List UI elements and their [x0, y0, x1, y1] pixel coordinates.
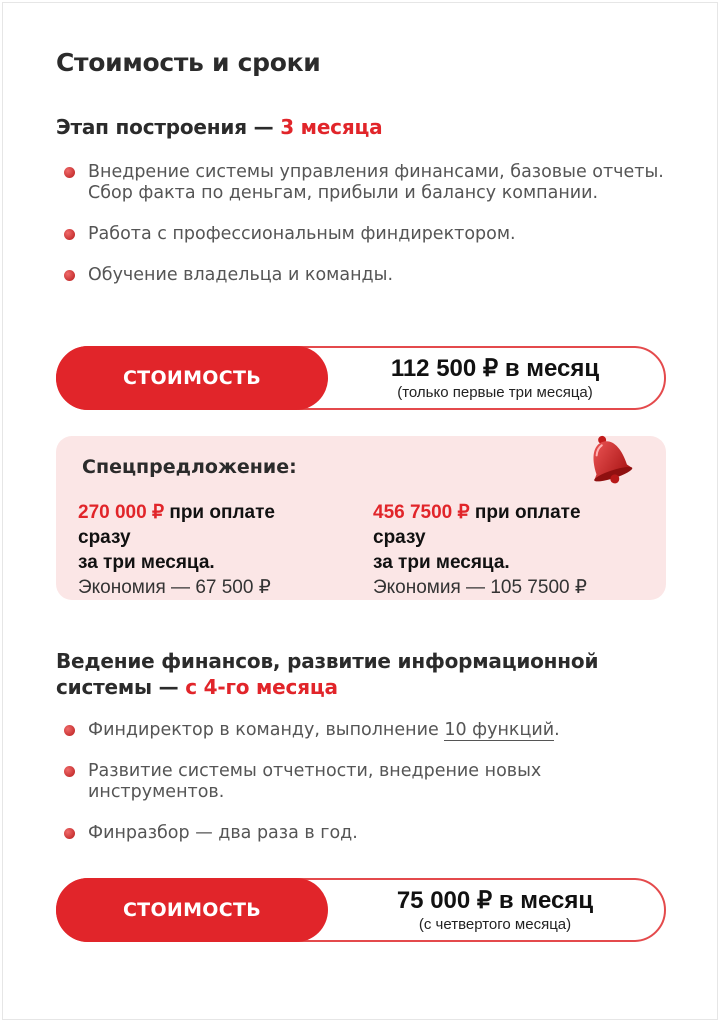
stage2-price-bar — [56, 878, 666, 942]
bullet-text: Финразбор — два раза в год. — [88, 823, 358, 843]
stage1-heading-highlight: 3 месяца — [280, 115, 383, 139]
bullet-icon — [64, 766, 75, 777]
bullet-text: Внедрение системы управления финансами, базовые отчеты. Сбор факта по деньгам, прибыли и балансу компании. — [88, 162, 664, 203]
list-item — [56, 823, 676, 844]
offer-column-1 — [78, 500, 328, 600]
stage2-price-pill — [56, 878, 328, 942]
ten-functions-link[interactable]: 10 функций — [444, 720, 555, 740]
bullet-icon — [64, 270, 75, 281]
offer-1-terms — [78, 500, 328, 575]
stage1-price-pill — [56, 346, 328, 410]
offer-1-text-line2: за три месяца. — [78, 552, 215, 573]
stage1-price-bar — [56, 346, 666, 410]
stage1-bullet-list — [56, 162, 676, 286]
stage2-price-label: СТОИМОСТЬ — [122, 899, 262, 921]
offer-column-2 — [373, 500, 623, 600]
bullet-icon — [64, 167, 75, 178]
offer-2-saving: Экономия — 105 7500 ₽ — [373, 577, 587, 598]
stage2-bullet-list — [56, 720, 676, 844]
list-item — [56, 265, 676, 286]
offer-2-text-line2: за три месяца. — [373, 552, 510, 573]
stage1-price-info — [336, 348, 654, 408]
special-offer-box — [56, 436, 666, 600]
stage2-heading — [56, 648, 598, 700]
bullet-text: Развитие системы отчетности, внедрение новых инструментов. — [88, 761, 542, 802]
stage1-price-label: СТОИМОСТЬ — [122, 367, 262, 389]
stage1-heading-prefix: Этап построения — — [56, 115, 274, 139]
stage1-price-value: 112 500 ₽ в месяц — [390, 354, 600, 382]
stage2-price-note: (с четвертого месяца) — [418, 915, 572, 933]
bullet-icon — [64, 229, 75, 240]
bullet-text: Обучение владельца и команды. — [88, 265, 394, 285]
offer-1-amount: 270 000 ₽ — [78, 502, 165, 523]
page-title: Стоимость и сроки — [56, 48, 321, 77]
offer-1-saving: Экономия — 67 500 ₽ — [78, 577, 271, 598]
stage2-heading-prefix: системы — — [56, 675, 179, 699]
list-item — [56, 162, 676, 204]
stage2-heading-highlight: с 4-го месяца — [185, 675, 338, 699]
list-item — [56, 761, 676, 803]
stage2-price-value: 75 000 ₽ в месяц — [396, 886, 594, 914]
offer-2-terms — [373, 500, 623, 575]
bullet-text: Работа с профессиональным финдиректором. — [88, 224, 516, 244]
offer-2-amount: 456 7500 ₽ — [373, 502, 470, 523]
special-offer-title: Спецпредложение: — [82, 456, 297, 478]
bullet-icon — [64, 828, 75, 839]
stage2-price-info — [336, 880, 654, 940]
stage1-heading — [56, 114, 382, 140]
stage1-price-note: (только первые три месяца) — [397, 383, 593, 401]
bullet-icon — [64, 725, 75, 736]
list-item — [56, 224, 676, 245]
offer-2-text: при оплате сразу — [373, 502, 581, 548]
stage2-heading-line1: Ведение финансов, развитие информационной — [56, 649, 599, 673]
offer-1-text: при оплате сразу — [78, 502, 275, 548]
bell-icon — [578, 430, 638, 486]
bullet-text: Финдиректор в команду, выполнение — [88, 720, 439, 740]
list-item — [56, 720, 676, 741]
bullet-text-suffix: . — [554, 720, 560, 740]
